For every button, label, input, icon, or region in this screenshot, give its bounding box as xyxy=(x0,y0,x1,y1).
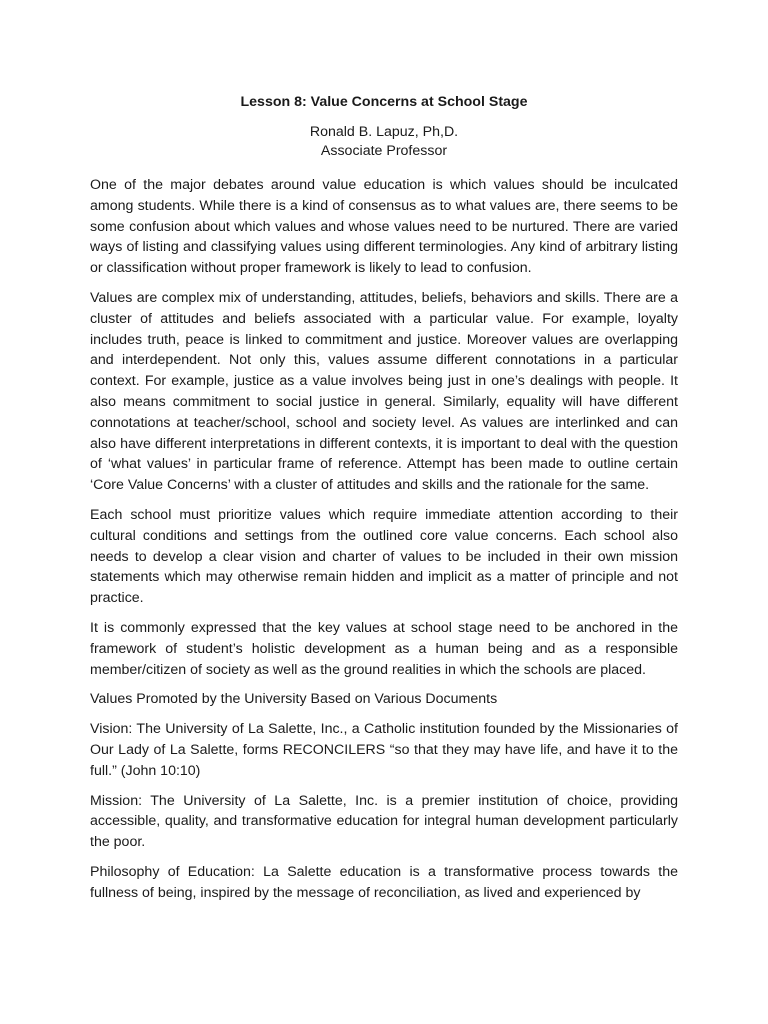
section-heading-values-promoted: Values Promoted by the University Based on Various Documents xyxy=(90,691,498,708)
paragraph-key-values: It is commonly expressed that the key values at school stage need to be anchored in the framework of student’s holistic development as a human being and as a responsible member/citizen of society as well as the ground realities in which the schools are placed. xyxy=(90,619,678,678)
paragraph-values-complex: Values are complex mix of understanding, attitudes, beliefs, behaviors and skills. There are a cluster of attitudes and beliefs associated with a particular value. For example, loyalty includes truth, peace is linked to commitment and justice. Moreover values are overlapping and interdependent. Not only this, values assume different connotations in a particular context. For example, justice as a value involves being just in one’s dealings with people. It also means commitment to social justice in general. Similarly, equality will have different connotations at teacher/school, school and society level. As values are interlinked and can also have different interpretations in different contexts, it is important to deal with the question of ‘what values’ in particular frame of reference. Attempt has been made to outline certain ‘Core Value Concerns’ with a cluster of attitudes and skills and the rationale for the same. xyxy=(90,289,678,494)
paragraph-mission: Mission: The University of La Salette, Inc. is a premier institution of choice, providing accessible, quality, and transformative education for integral human development particularly the poor. xyxy=(90,792,678,851)
author-block xyxy=(90,123,678,161)
author-position: Associate Professor xyxy=(320,143,448,159)
paragraph-vision: Vision: The University of La Salette, Inc., a Catholic institution founded by the Missionaries of Our Lady of La Salette, forms RECONCILERS “so that they may have life, and have it to the full.” (John 10:10) xyxy=(90,721,678,779)
paragraph-philosophy: Philosophy of Education: La Salette education is a transformative process towards the fullness of being, inspired by the message of reconciliation, as lived and experienced by xyxy=(90,863,678,901)
document-body xyxy=(90,175,678,913)
paragraph-school-prioritize: Each school must prioritize values which require immediate attention according to their cultural conditions and settings from the outlined core value concerns. Each school also needs to develop a clear vision and charter of values to be included in their own mission statements which may otherwise remain hidden and implicit as a matter of principle and not practice. xyxy=(90,506,678,607)
document-title: Lesson 8: Value Concerns at School Stage xyxy=(240,94,528,110)
paragraph-value-debates: One of the major debates around value education is which values should be inculcated among students. While there is a kind of consensus as to what values are, there seems to be some confusion about which values and whose values need to be nurtured. There are varied ways of listing and classifying values using different terminologies. Any kind of arbitrary listing or classification without proper framework is likely to lead to confusion. xyxy=(90,177,678,277)
author-name: Ronald B. Lapuz, Ph,D. xyxy=(309,124,459,140)
